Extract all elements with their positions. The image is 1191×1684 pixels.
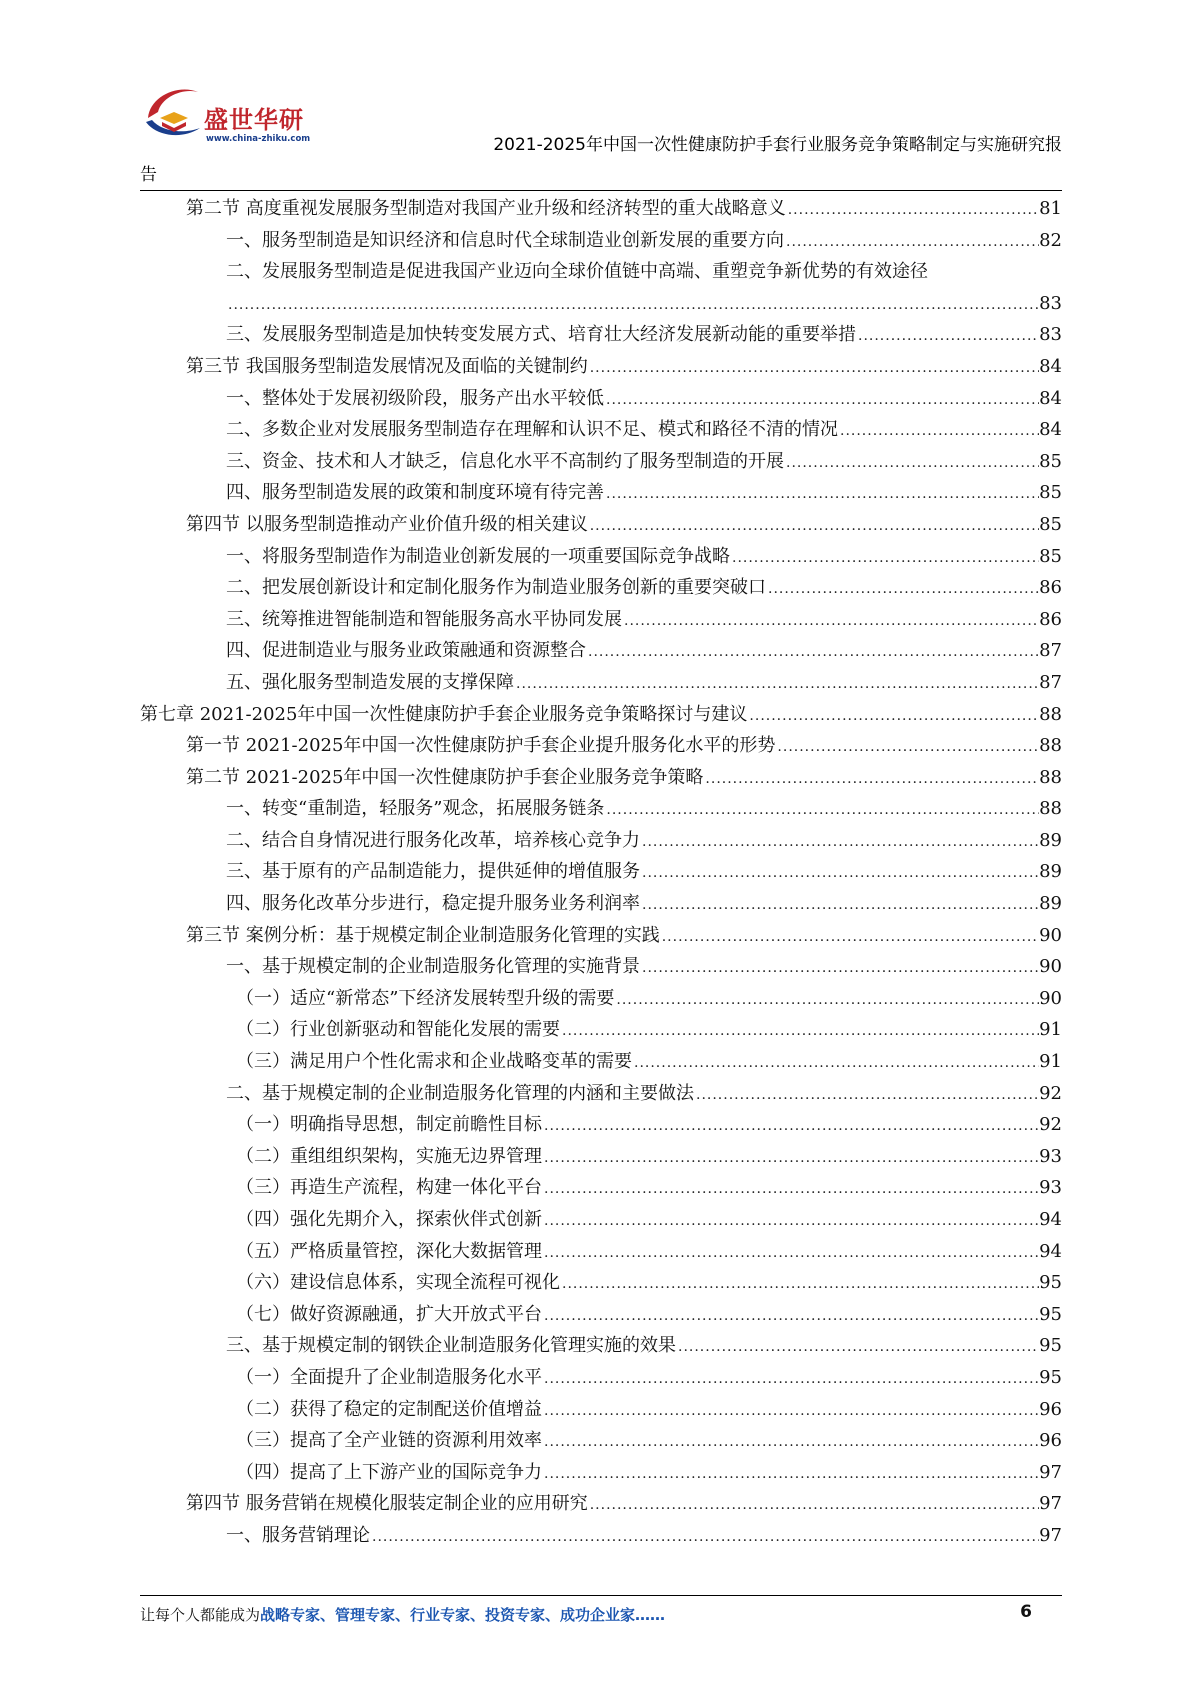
toc-entry[interactable] [140, 951, 1062, 983]
toc-entry[interactable] [140, 1046, 1062, 1078]
toc-entry-title: （一）全面提升了企业制造服务化水平 [236, 1366, 542, 1388]
toc-entry[interactable] [140, 414, 1062, 446]
toc-entry-title: 二、结合自身情况进行服务化改革，培养核心竞争力 [226, 829, 640, 851]
toc-entry-page: 97 [1039, 1493, 1062, 1515]
slogan-prefix: 让每个人都能成为 [140, 1606, 261, 1624]
toc-entry-page: 92 [1039, 1082, 1062, 1104]
toc-entry-page: 89 [1039, 893, 1062, 915]
toc-dot-leader [542, 1174, 1039, 1204]
toc-entry-page: 96 [1039, 1430, 1062, 1452]
toc-dot-leader [766, 574, 1039, 604]
toc-dot-leader [640, 858, 1039, 888]
logo-url: www.china-zhiku.com [206, 134, 311, 144]
toc-entry[interactable] [140, 383, 1062, 415]
toc-entry-title: （五）严格质量管控，深化大数据管理 [236, 1240, 542, 1262]
toc-dot-leader [226, 290, 1039, 320]
toc-dot-leader [604, 795, 1039, 825]
toc-entry-title: 二、把发展创新设计和定制化服务作为制造业服务创新的重要突破口 [226, 577, 766, 599]
toc-entry-page: 86 [1039, 608, 1062, 630]
toc-entry-page: 90 [1039, 987, 1062, 1009]
toc-entry-page: 88 [1039, 766, 1062, 788]
toc-entry-title: 二、多数企业对发展服务型制造存在理解和认识不足、模式和路径不清的情况 [226, 419, 838, 441]
toc-entry[interactable] [140, 635, 1062, 667]
toc-entry-page: 85 [1039, 482, 1062, 504]
toc-entry-page: 91 [1039, 1019, 1062, 1041]
toc-entry-title: （二）获得了稳定的定制配送价值增益 [236, 1398, 542, 1420]
toc-entry-title: 第七章 2021-2025年中国一次性健康防护手套企业服务竞争策略探讨与建议 [140, 703, 748, 725]
toc-dot-leader [560, 1016, 1039, 1046]
toc-dot-leader [542, 1238, 1039, 1268]
toc-dot-leader [640, 890, 1039, 920]
toc-dot-leader [542, 1301, 1039, 1331]
toc-entry-page: 94 [1039, 1240, 1062, 1262]
toc-entry-title: 二、基于规模定制的企业制造服务化管理的内涵和主要做法 [226, 1082, 694, 1104]
toc-entry-page: 88 [1039, 735, 1062, 757]
toc-dot-leader [786, 195, 1039, 225]
toc-entry-title: 第一节 2021-2025年中国一次性健康防护手套企业提升服务化水平的形势 [186, 735, 776, 757]
toc-entry-title: 一、整体处于发展初级阶段，服务产出水平较低 [226, 387, 604, 409]
document-title: 2021-2025年中国一次性健康防护手套行业服务竞争策略制定与实施研究报 [493, 135, 1062, 155]
toc-entry[interactable] [140, 1488, 1062, 1520]
toc-entry-page: 84 [1039, 355, 1062, 377]
toc-entry-title: 一、基于规模定制的企业制造服务化管理的实施背景 [226, 956, 640, 978]
toc-entry[interactable] [140, 1425, 1062, 1457]
toc-entry[interactable] [140, 541, 1062, 573]
toc-entry-title: 第四节 以服务型制造推动产业价值升级的相关建议 [186, 513, 588, 535]
toc-entry[interactable] [140, 793, 1062, 825]
toc-entry-title: 第二节 2021-2025年中国一次性健康防护手套企业服务竞争策略 [186, 766, 704, 788]
toc-entry-title: （四）提高了上下游产业的国际竞争力 [236, 1461, 542, 1483]
toc-entry[interactable] [140, 1330, 1062, 1362]
toc-entry[interactable] [140, 1014, 1062, 1046]
toc-entry[interactable] [140, 1236, 1062, 1268]
toc-entry-title: 一、转变“重制造，轻服务”观念，拓展服务链条 [226, 798, 605, 820]
toc-dot-leader [747, 701, 1039, 731]
toc-entry-page: 90 [1039, 924, 1062, 946]
toc-entry[interactable] [140, 509, 1062, 541]
toc-entry-page: 93 [1039, 1177, 1062, 1199]
toc-entry-page: 82 [1039, 229, 1062, 251]
toc-dot-leader [660, 922, 1039, 952]
toc-dot-leader [604, 385, 1039, 415]
toc-entry-page: 88 [1039, 798, 1062, 820]
toc-dot-leader [604, 479, 1039, 509]
toc-entry-title: （三）提高了全产业链的资源利用效率 [236, 1430, 542, 1452]
footer-slogan [140, 1604, 665, 1625]
toc-dot-leader [542, 1396, 1039, 1426]
toc-entry-page: 84 [1039, 387, 1062, 409]
toc-dot-leader [542, 1111, 1039, 1141]
toc-entry[interactable] [140, 1109, 1062, 1141]
slogan-highlight: 战略专家、管理专家、行业专家、投资专家、成功企业家…… [260, 1606, 666, 1624]
toc-entry[interactable] [140, 1457, 1062, 1489]
toc-dot-leader [514, 669, 1039, 699]
toc-entry-title: （二）重组组织架构，实施无边界管理 [236, 1145, 542, 1167]
toc-entry-title: 三、统筹推进智能制造和智能服务高水平协同发展 [226, 608, 622, 630]
toc-entry-title: 第三节 案例分析：基于规模定制企业制造服务化管理的实践 [186, 924, 660, 946]
logo-swoosh-icon [140, 78, 210, 148]
toc-entry-title: 四、服务化改革分步进行，稳定提升服务业务利润率 [226, 893, 640, 915]
toc-dot-leader [542, 1459, 1039, 1489]
toc-entry[interactable] [140, 351, 1062, 383]
toc-dot-leader [694, 1080, 1039, 1110]
toc-entry-title: 五、强化服务型制造发展的支撑保障 [226, 671, 514, 693]
toc-entry-page: 91 [1039, 1051, 1062, 1073]
toc-entry-title: 第三节 我国服务型制造发展情况及面临的关键制约 [186, 355, 588, 377]
toc-entry[interactable] [140, 762, 1062, 794]
toc-entry[interactable] [140, 983, 1062, 1015]
toc-entry[interactable] [140, 888, 1062, 920]
toc-entry-page: 95 [1039, 1366, 1062, 1388]
toc-entry[interactable] [140, 920, 1062, 952]
header-divider [140, 190, 1062, 191]
toc-dot-leader [560, 1269, 1039, 1299]
toc-dot-leader [676, 1332, 1039, 1362]
toc-entry-page: 84 [1039, 419, 1062, 441]
toc-entry-page: 89 [1039, 829, 1062, 851]
toc-entry-page: 87 [1039, 640, 1062, 662]
page-footer [140, 1600, 1062, 1630]
toc-dot-leader [588, 1490, 1039, 1520]
toc-entry-title: （二）行业创新驱动和智能化发展的需要 [236, 1019, 560, 1041]
toc-entry-title: 三、基于规模定制的钢铁企业制造服务化管理实施的效果 [226, 1335, 676, 1357]
toc-entry[interactable] [140, 193, 1062, 225]
toc-entry-page: 94 [1039, 1209, 1062, 1230]
toc-entry[interactable] [140, 1362, 1062, 1394]
toc-entry-page: 95 [1039, 1335, 1062, 1357]
toc-entry[interactable] [140, 667, 1062, 699]
toc-entry-page: 90 [1039, 956, 1062, 978]
toc-entry-page: 85 [1039, 545, 1062, 567]
toc-dot-leader [622, 606, 1039, 636]
toc-entry[interactable] [140, 477, 1062, 509]
toc-dot-leader [632, 1048, 1039, 1078]
toc-entry-page: 89 [1039, 861, 1062, 883]
toc-dot-leader [640, 953, 1039, 983]
toc-entry-page: 95 [1039, 1303, 1062, 1325]
toc-entry-page: 83 [1039, 324, 1062, 346]
toc-entry[interactable] [140, 1141, 1062, 1173]
toc-dot-leader [784, 448, 1039, 478]
toc-entry-title: （四）强化先期介入，探索伙伴式创新 [236, 1209, 542, 1230]
toc-dot-leader [730, 543, 1039, 573]
toc-entry-title: 三、基于原有的产品制造能力，提供延伸的增值服务 [226, 861, 640, 883]
toc-entry-page: 97 [1039, 1524, 1062, 1546]
toc-entry-title: 一、服务型制造是知识经济和信息时代全球制造业创新发展的重要方向 [226, 229, 784, 251]
toc-entry[interactable] [140, 225, 1062, 257]
toc-entry[interactable] [140, 825, 1062, 857]
toc-entry-title: 第四节 服务营销在规模化服装定制企业的应用研究 [186, 1493, 588, 1515]
footer-divider [140, 1595, 1062, 1596]
toc-entry-page: 96 [1039, 1398, 1062, 1420]
toc-entry-title: 一、将服务型制造作为制造业创新发展的一项重要国际竞争战略 [226, 545, 730, 567]
toc-entry-page: 93 [1039, 1145, 1062, 1167]
toc-entry[interactable] [140, 446, 1062, 478]
toc-dot-leader [586, 637, 1039, 667]
toc-dot-leader [542, 1364, 1039, 1394]
toc-entry-title: （六）建设信息体系，实现全流程可视化 [236, 1272, 560, 1294]
toc-entry-page: 95 [1039, 1272, 1062, 1294]
toc-entry-title: 第二节 高度重视发展服务型制造对我国产业升级和经济转型的重大战略意义 [186, 198, 786, 219]
toc-entry-title: 一、服务营销理论 [226, 1524, 370, 1546]
toc-entry-page: 87 [1039, 671, 1062, 693]
toc-entry-title: 四、服务型制造发展的政策和制度环境有待完善 [226, 482, 604, 504]
toc-entry-page: 83 [1039, 292, 1062, 314]
document-title-continued: 告 [140, 165, 157, 185]
toc-dot-leader [856, 321, 1039, 351]
toc-entry[interactable] [140, 288, 1062, 320]
toc-entry-page: 86 [1039, 577, 1062, 599]
toc-dot-leader [775, 732, 1039, 762]
toc-entry[interactable] [140, 1394, 1062, 1426]
table-of-contents [140, 193, 1062, 1552]
toc-entry-page: 92 [1039, 1114, 1062, 1136]
company-logo [140, 78, 330, 148]
toc-entry-title: 二、发展服务型制造是促进我国产业迈向全球价值链中高端、重塑竞争新优势的有效途径 [226, 261, 928, 283]
toc-dot-leader [542, 1206, 1039, 1236]
toc-dot-leader [614, 985, 1039, 1015]
toc-dot-leader [640, 827, 1039, 857]
logo-name: 盛世华研 [204, 106, 304, 134]
toc-entry[interactable] [140, 1078, 1062, 1110]
toc-entry-title: （三）再造生产流程，构建一体化平台 [236, 1177, 542, 1199]
toc-dot-leader [703, 764, 1039, 794]
toc-entry[interactable] [140, 1204, 1062, 1236]
toc-entry[interactable] [140, 319, 1062, 351]
page-number: 6 [1020, 1602, 1032, 1622]
toc-entry-title: 三、资金、技术和人才缺乏，信息化水平不高制约了服务型制造的开展 [226, 450, 784, 472]
toc-entry-page: 88 [1039, 703, 1062, 725]
toc-entry[interactable] [140, 1520, 1062, 1552]
toc-entry[interactable] [140, 699, 1062, 731]
toc-entry-page: 85 [1039, 513, 1062, 535]
toc-entry-title: 三、发展服务型制造是加快转变发展方式、培育壮大经济发展新动能的重要举措 [226, 324, 856, 346]
toc-entry[interactable] [140, 856, 1062, 888]
toc-dot-leader [542, 1427, 1039, 1457]
toc-entry-title: （三）满足用户个性化需求和企业战略变革的需要 [236, 1051, 632, 1073]
toc-dot-leader [370, 1522, 1039, 1552]
toc-entry[interactable] [140, 572, 1062, 604]
toc-entry[interactable] [140, 1299, 1062, 1331]
toc-entry-title: 四、促进制造业与服务业政策融通和资源整合 [226, 640, 586, 662]
toc-dot-leader [588, 511, 1039, 541]
toc-entry[interactable] [140, 730, 1062, 762]
toc-entry[interactable] [140, 604, 1062, 636]
page-header [140, 78, 1062, 198]
toc-entry-page: 81 [1039, 198, 1062, 219]
toc-entry-title: （七）做好资源融通，扩大开放式平台 [236, 1303, 542, 1325]
toc-entry[interactable] [140, 1172, 1062, 1204]
toc-entry-page: 85 [1039, 450, 1062, 472]
toc-entry-page: 97 [1039, 1461, 1062, 1483]
toc-entry-title: （一）明确指导思想，制定前瞻性目标 [236, 1114, 542, 1136]
toc-dot-leader [588, 353, 1039, 383]
toc-entry-title: （一）适应“新常态”下经济发展转型升级的需要 [236, 987, 615, 1009]
toc-entry[interactable] [140, 1267, 1062, 1299]
toc-dot-leader [542, 1143, 1039, 1173]
toc-dot-leader [784, 227, 1039, 257]
toc-entry[interactable] [140, 256, 1062, 288]
toc-dot-leader [838, 416, 1039, 446]
